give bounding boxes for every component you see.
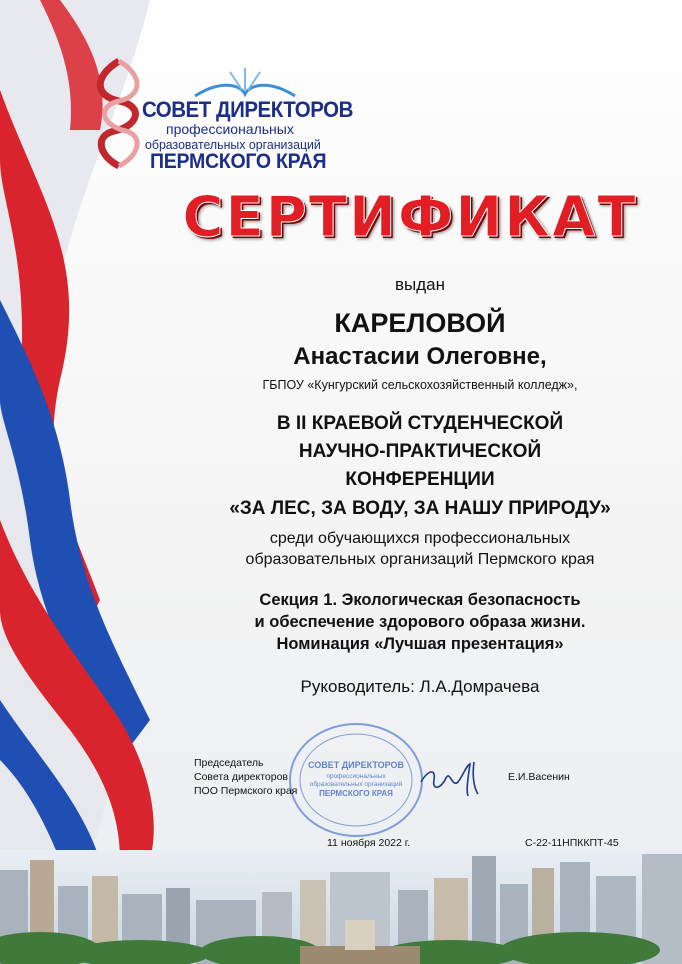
event-name-line3: КОНФЕРЕНЦИИ (345, 469, 495, 490)
organization-name-line3: образовательных организаций (145, 137, 321, 152)
document-number: С-22-11НПККПТ-45 (525, 837, 619, 849)
recipient-given-names: Анастасии Олеговне, (293, 343, 547, 370)
seal-text-line2: профессиональных (326, 773, 386, 780)
signer-name: Е.И.Васенин (508, 771, 570, 783)
supervisor: Руководитель: Л.А.Домрачева (300, 677, 540, 696)
signature (418, 760, 488, 800)
organization-name-line2: профессиональных (166, 121, 294, 137)
organization-name-line4: ПЕРМСКОГО КРАЯ (150, 150, 327, 173)
organization-name-line1: СОВЕТ ДИРЕКТОРОВ (142, 97, 353, 122)
chair-title-line1: Председатель (194, 757, 264, 769)
seal-text-line1: СОВЕТ ДИРЕКТОРОВ (307, 760, 405, 770)
recipient-surname: КАРЕЛОВОЙ (334, 308, 506, 338)
open-book-icon (190, 68, 300, 100)
event-name-line4: «ЗА ЛЕС, ЗА ВОДУ, ЗА НАШУ ПРИРОДУ» (229, 498, 611, 519)
seal-text-line3: образовательных организаций (309, 781, 403, 788)
issued-label: выдан (394, 275, 445, 294)
section-line1: Секция 1. Экологическая безопасность (259, 591, 581, 609)
audience-line2: образовательных организаций Пермского края (245, 551, 595, 568)
certificate-title: СЕРТИФИКАТ (182, 185, 638, 250)
seal-text-line4: ПЕРМСКОГО КРАЯ (319, 789, 393, 798)
chair-title-line2: Совета директоров (194, 771, 288, 783)
city-panorama-image (0, 850, 682, 964)
nomination-line: Номинация «Лучшая презентация» (276, 635, 564, 653)
audience-line1: среди обучающихся профессиональных (269, 530, 571, 547)
section-line2: и обеспечение здорового образа жизни. (254, 613, 586, 631)
recipient-institution: ГБПОУ «Кунгурский сельскохозяйственный колледж», (262, 378, 578, 392)
event-name-line2: НАУЧНО-ПРАКТИЧЕСКОЙ (298, 441, 542, 462)
event-name-line1: В II КРАЕВОЙ СТУДЕНЧЕСКОЙ (276, 413, 564, 434)
issue-date: 11 ноября 2022 г. (327, 837, 411, 849)
official-seal (286, 720, 426, 840)
chair-title-line3: ПОО Пермского края (194, 785, 298, 797)
